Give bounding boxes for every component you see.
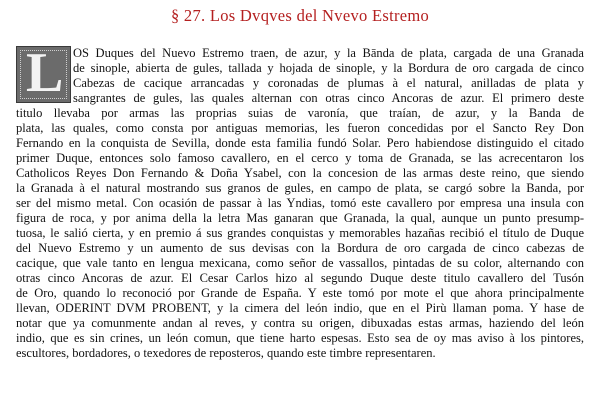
text-line: de sinople, abierta de gules, tallada y hojada de sinople, y la Bordura de oro cargada de cinco [73,61,584,75]
text-line: primer Duque, entonces solo famoso cavallero, en el cerco y toma de Granada, se las acrecentaron los [16,151,584,165]
text-line: sangrantes de gules, las quales alternan con otras cinco Ancoras de azur. El primero deste [73,91,584,105]
section-heading: § 27. Los Dvqves del Nvevo Estremo [170,6,430,25]
text-line: del Nuevo Estremo y un aumento de sus devisas con la Bordura de oro cargada de cinco cabezas de [16,241,584,255]
text-line: la Granada à el natural mostrando sus granos de gules, en campo de plata, se cargó sobre la Banda, por [16,181,584,195]
text-line: Catholicos Reyes Don Fernando & Doña Ysabel, con la concesion de las armas deste reino, que siendo [16,166,584,180]
text-line: cacique, que vale tanto en lengua mexicana, como señor de vassallos, pintadas de su color, alternando con [16,256,584,270]
text-line: notar que ya comunmente andan al reves, y contra su origen, dibuxadas estas armas, haziendo del león [16,316,584,330]
text-line: otras cinco Ancoras de azur. El Cesar Carlos hizo al segundo Duque deste titulo cavallero del Tusón [16,271,584,285]
text-line: tuosa, le salió cierta, y en premio á sus grandes conquistas y memorables hazañas recibió el título de Duque [16,226,584,240]
drop-cap-letter: L [26,42,64,104]
text-line: OS Duques del Nuevo Estremo traen, de azur, y la Bānda de plata, cargada de una Granada [73,46,584,60]
text-line: de Oro, quando lo reconoció por Grande de España. Y este tomó por mote el que ahora principalmente [16,286,584,300]
text-line: figura de roca, y por anima della la letra Mas ganaran que Granada, la qual, aunque un punto presump- [16,211,584,225]
text-line: indio, que es sin crines, un león comun, que tiene harto espesas. Esto sea de oy mas aviso à los pintores, [16,331,584,345]
text-line: Fernando en la conquista de Sevilla, donde esta familia fundó Solar. Pero habiendose distinguido el citado [16,136,584,150]
drop-cap-ornament [16,42,71,104]
text-line: Cabezas de cacique arrancadas y coronadas de plumas à el natural, anilladas de plata y [73,76,584,90]
text-line: titulo llevaba por armas las proprias suias de varonía, que traían, de azur, y la Banda de [16,106,584,120]
text-line: llevan, ODERINT DVM PROBENT, y la cimera del león indio, que en el Pirù llaman poma. Y hase de [16,301,584,315]
text-line: escultores, bordadores, o texedores de reposteros, quando este timbre representaren. [16,346,436,360]
text-line: plata, las quales, como consta por antiguas memorias, les fueron concedidas por el Sancto Rey Don [16,121,584,135]
text-line: ser del mismo metal. Con ocasión de passar à las Yndias, tomó este cavallero por empresa una insula con [16,196,584,210]
